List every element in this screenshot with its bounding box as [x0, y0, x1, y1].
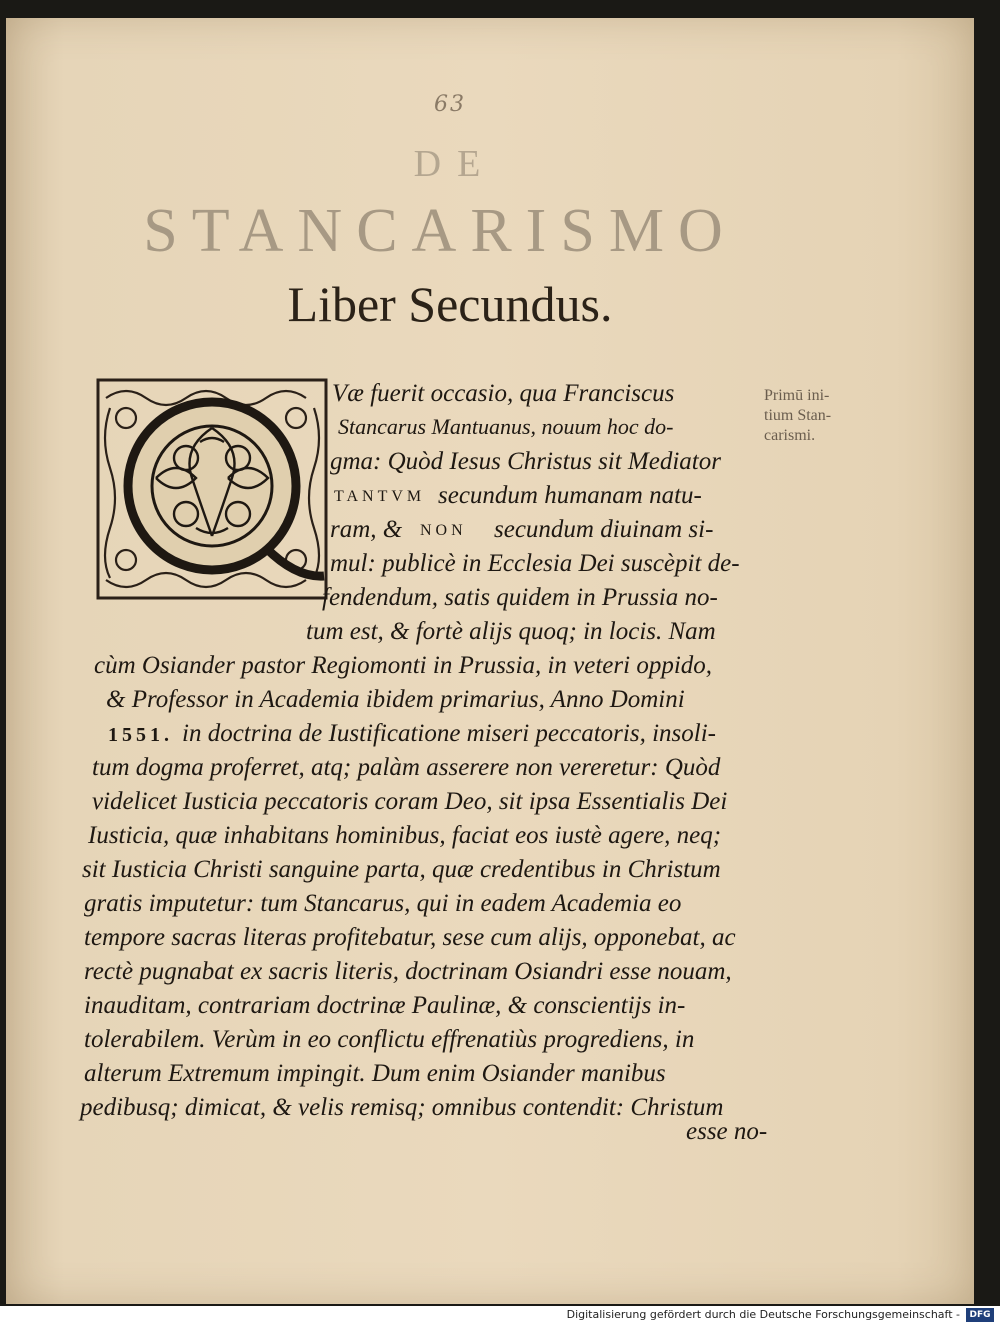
margin-note	[764, 386, 874, 446]
text-line: tempore sacras literas profitebatur, sese cum alijs, opponebat, ac	[84, 924, 736, 951]
text-line: Iusticia, quæ inhabitans hominibus, faciat eos iustè agere, neq;	[88, 822, 722, 849]
text-line-tantum: TANTVM	[334, 488, 426, 505]
text-line: cùm Osiander pastor Regiomonti in Prussia, in veteri oppido,	[94, 652, 713, 679]
text-line: in doctrina de Iustificatione miseri peccatoris, insoli-	[182, 720, 716, 747]
dfg-logo-icon: DFG	[966, 1308, 994, 1322]
text-line: ram, &	[330, 516, 403, 543]
ornamental-q-icon	[96, 378, 328, 600]
text-line: Stancarus Mantuanus, nouum hoc do-	[338, 414, 674, 439]
margin-note-line: Primū ini-	[764, 387, 830, 404]
text-line: Væ fuerit occasio, qua Franciscus	[332, 380, 675, 407]
text-line: inauditam, contrariam doctrinæ Paulinæ, & conscientijs in-	[84, 992, 686, 1019]
text-line: tum dogma proferret, atq; palàm asserere non vereretur: Quòd	[92, 754, 721, 781]
text-line: & Professor in Academia ibidem primarius, Anno Domini	[106, 686, 685, 713]
page-number: 63	[434, 92, 466, 117]
heading-liber-secundus: Liber Secundus.	[287, 276, 613, 332]
text-line: secundum humanam natu-	[438, 482, 702, 509]
text-line: mul: publicè in Ecclesia Dei suscèpit de-	[330, 550, 740, 577]
decorated-initial	[96, 378, 328, 600]
text-line: gratis imputetur: tum Stancarus, qui in eadem Academia eo	[84, 890, 682, 917]
catchword: esse no-	[686, 1118, 768, 1145]
text-line: secundum diuinam si-	[494, 516, 714, 543]
text-line: tolerabilem. Verùm in eo conflictu effrenatiùs progrediens, in	[84, 1026, 695, 1053]
footer-bar	[0, 1306, 1000, 1325]
margin-note-line: tium Stan-	[764, 407, 832, 424]
text-line: pedibusq; dimicat, & velis remisq; omnibus contendit: Christum	[80, 1094, 724, 1121]
text-line-non: NON	[420, 522, 467, 539]
footer-credit: Digitalisierung gefördert durch die Deutsche Forschungsgemeinschaft -	[566, 1308, 960, 1321]
heading-de: DE	[413, 143, 497, 185]
text-line: gma: Quòd Iesus Christus sit Mediator	[330, 448, 721, 475]
text-line: fendendum, satis quidem in Prussia no-	[322, 584, 718, 611]
text-line: rectè pugnabat ex sacris literis, doctrinam Osiandri esse nouam,	[84, 958, 732, 985]
text-line-year: 1551.	[108, 724, 173, 746]
text-line: tum est, & fortè alijs quoq; in locis. Nam	[306, 618, 716, 645]
text-line: alterum Extremum impingit. Dum enim Osiander manibus	[84, 1060, 666, 1087]
heading-main-title: STANCARISMO	[143, 197, 737, 265]
margin-note-line: carismi.	[764, 427, 816, 444]
text-line: videlicet Iusticia peccatoris coram Deo, sit ipsa Essentialis Dei	[92, 788, 728, 815]
text-line: sit Iusticia Christi sanguine parta, quæ credentibus in Christum	[82, 856, 721, 883]
